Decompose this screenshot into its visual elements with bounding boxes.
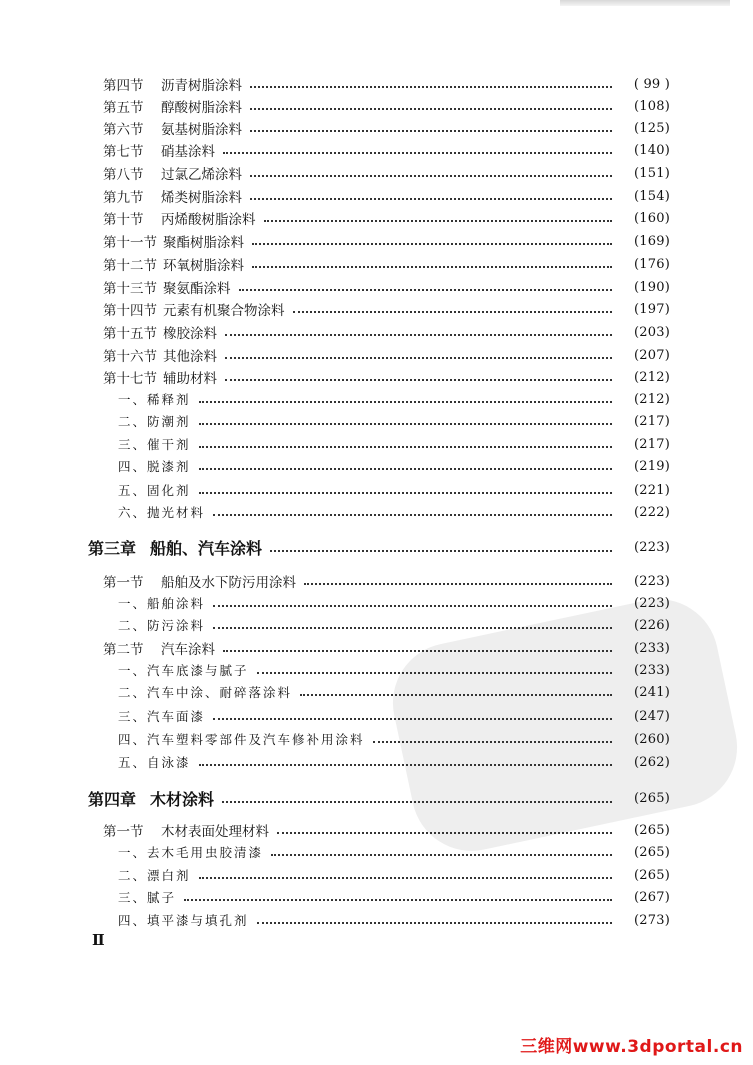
- toc-page-number: (223): [634, 573, 670, 589]
- toc-entry-number: 第九节: [103, 190, 144, 206]
- toc-entry-title: 船舶及水下防污用涂料: [161, 575, 296, 591]
- toc-page-number: (273): [634, 912, 670, 928]
- toc-page-number: (176): [634, 256, 670, 272]
- toc-section-row: [0, 321, 753, 343]
- toc-entry-number: 第十四节: [103, 303, 157, 319]
- dot-leader: [250, 130, 612, 132]
- toc-entry-title: 一、汽车底漆与腻子: [118, 663, 249, 678]
- toc-subsection-row: [0, 659, 753, 681]
- dot-leader: [304, 583, 612, 585]
- dot-leader: [252, 243, 612, 245]
- dot-leader: [199, 468, 612, 470]
- dot-leader: [213, 718, 612, 720]
- toc-entry-title: 三、腻子: [118, 890, 177, 905]
- toc-section-row: [0, 637, 753, 659]
- toc-entry-title: 四、脱漆剂: [118, 459, 191, 474]
- toc-chapter-row: [0, 536, 753, 558]
- toc-entry-title: 硝基涂料: [161, 144, 215, 160]
- toc-chapter-row: [0, 787, 753, 809]
- toc-entry-title: 三、汽车面漆: [118, 709, 206, 724]
- toc-page-number: (265): [634, 867, 670, 883]
- toc-page-number: (265): [634, 844, 670, 860]
- toc-entry-number: 第十七节: [103, 371, 157, 387]
- toc-entry-number: 第四章: [88, 789, 137, 809]
- toc-page-number: (212): [634, 369, 670, 385]
- dot-leader: [264, 220, 613, 222]
- toc-page-number: (160): [634, 210, 670, 226]
- toc-page-number: (233): [634, 662, 670, 678]
- toc-page-number: (265): [634, 790, 670, 806]
- dot-leader: [222, 801, 612, 803]
- dot-leader: [184, 899, 612, 901]
- toc-entry-number: 第二节: [103, 642, 144, 658]
- dot-leader: [293, 311, 613, 313]
- toc-entry-title: 一、去木毛用虫胶清漆: [118, 845, 264, 860]
- toc-entry-title: 聚酯树脂涂料: [163, 235, 244, 251]
- toc-section-row: [0, 185, 753, 207]
- toc-page-number: (265): [634, 822, 670, 838]
- toc-entry-title: 五、自泳漆: [118, 755, 191, 770]
- toc-entry-title: 环氧树脂涂料: [163, 258, 244, 274]
- dot-leader: [239, 289, 613, 291]
- page-folio: Ⅱ: [92, 931, 105, 949]
- toc-page-number: (151): [634, 165, 670, 181]
- toc-page-number: (108): [634, 98, 670, 114]
- toc-entry-number: 第一节: [103, 824, 144, 840]
- toc-subsection-row: [0, 388, 753, 410]
- toc-page-number: (219): [634, 458, 670, 474]
- toc-entry-title: 氨基树脂涂料: [161, 122, 242, 138]
- top-edge-rule: [560, 0, 730, 6]
- toc-page-number: (223): [634, 539, 670, 555]
- toc-entry-title: 烯类树脂涂料: [161, 190, 242, 206]
- toc-subsection-row: [0, 479, 753, 501]
- toc-entry-title: 二、漂白剂: [118, 868, 191, 883]
- dot-leader: [225, 379, 612, 381]
- toc-subsection-row: [0, 864, 753, 886]
- toc-entry-title: 五、固化剂: [118, 483, 191, 498]
- toc-entry-title: 四、填平漆与填孔剂: [118, 913, 249, 928]
- toc-page-number: (212): [634, 391, 670, 407]
- dot-leader: [213, 627, 612, 629]
- toc-subsection-row: [0, 501, 753, 523]
- toc-page-number: (260): [634, 731, 670, 747]
- dot-leader: [250, 198, 612, 200]
- toc-section-row: [0, 73, 753, 95]
- toc-entry-number: 第十节: [103, 212, 144, 228]
- site-watermark: 三维网www.3dportal.cn: [520, 1037, 743, 1057]
- toc-entry-title: 木材表面处理材料: [161, 824, 269, 840]
- dot-leader: [250, 175, 612, 177]
- toc-entry-title: 聚氨酯涂料: [163, 281, 231, 297]
- toc-entry-title: 二、防潮剂: [118, 414, 191, 429]
- toc-entry-title: 汽车涂料: [161, 642, 215, 658]
- toc-section-row: [0, 162, 753, 184]
- dot-leader: [271, 854, 612, 856]
- toc-page-number: (226): [634, 617, 670, 633]
- toc-subsection-row: [0, 681, 753, 703]
- dot-leader: [199, 423, 612, 425]
- toc-entry-number: 第八节: [103, 167, 144, 183]
- toc-section-row: [0, 366, 753, 388]
- toc-page-number: (233): [634, 640, 670, 656]
- dot-leader: [199, 401, 612, 403]
- dot-leader: [225, 334, 612, 336]
- toc-entry-title: 辅助材料: [163, 371, 217, 387]
- dot-leader: [199, 764, 612, 766]
- toc-entry-title: 船舶、汽车涂料: [150, 538, 263, 558]
- toc-entry-number: 第四节: [103, 78, 144, 94]
- dot-leader: [199, 492, 612, 494]
- dot-leader: [199, 446, 612, 448]
- dot-leader: [250, 86, 612, 88]
- toc-subsection-row: [0, 841, 753, 863]
- toc-subsection-row: [0, 614, 753, 636]
- toc-entry-title: 过氯乙烯涂料: [161, 167, 242, 183]
- toc-entry-title: 沥青树脂涂料: [161, 78, 242, 94]
- dot-leader: [373, 741, 612, 743]
- toc-page-number: (217): [634, 436, 670, 452]
- toc-page-number: (221): [634, 482, 670, 498]
- dot-leader: [277, 832, 612, 834]
- dot-leader: [213, 514, 612, 516]
- toc-entry-number: 第十六节: [103, 349, 157, 365]
- toc-page-number: (203): [634, 324, 670, 340]
- toc-entry-title: 六、抛光材料: [118, 505, 206, 520]
- toc-entry-title: 一、稀释剂: [118, 392, 191, 407]
- toc-section-row: [0, 570, 753, 592]
- toc-section-row: [0, 819, 753, 841]
- toc-page-number: (154): [634, 188, 670, 204]
- toc-entry-title: 醇酸树脂涂料: [161, 100, 242, 116]
- toc-entry-number: 第三章: [88, 538, 137, 558]
- toc-entry-number: 第十五节: [103, 326, 157, 342]
- toc-subsection-row: [0, 433, 753, 455]
- toc-page-number: (190): [634, 279, 670, 295]
- dot-leader: [223, 152, 612, 154]
- toc-entry-title: 其他涂料: [163, 349, 217, 365]
- toc-entry-title: 丙烯酸树脂涂料: [161, 212, 256, 228]
- toc-section-row: [0, 230, 753, 252]
- toc-section-row: [0, 344, 753, 366]
- toc-entry-title: 木材涂料: [150, 789, 215, 809]
- toc-entry-number: 第十二节: [103, 258, 157, 274]
- toc-entry-number: 第十三节: [103, 281, 157, 297]
- toc-subsection-row: [0, 728, 753, 750]
- toc-entry-number: 第七节: [103, 144, 144, 160]
- toc-page-number: (169): [634, 233, 670, 249]
- dot-leader: [199, 877, 612, 879]
- toc-section-row: [0, 253, 753, 275]
- toc-entry-title: 三、催干剂: [118, 437, 191, 452]
- toc-page-number: (125): [634, 120, 670, 136]
- toc-entry-number: 第十一节: [103, 235, 157, 251]
- toc-subsection-row: [0, 705, 753, 727]
- toc-subsection-row: [0, 410, 753, 432]
- toc-page-number: (222): [634, 504, 670, 520]
- toc-entry-title: 一、船舶涂料: [118, 596, 206, 611]
- toc-page-number: (247): [634, 708, 670, 724]
- toc-page-number: (197): [634, 301, 670, 317]
- dot-leader: [213, 605, 612, 607]
- dot-leader: [270, 550, 612, 552]
- toc-section-row: [0, 207, 753, 229]
- toc-entry-title: 四、汽车塑料零部件及汽车修补用涂料: [118, 732, 365, 747]
- toc-entry-number: 第五节: [103, 100, 144, 116]
- toc-entry-title: 元素有机聚合物涂料: [163, 303, 285, 319]
- toc-section-row: [0, 276, 753, 298]
- toc-subsection-row: [0, 592, 753, 614]
- toc-entry-title: 橡胶涂料: [163, 326, 217, 342]
- toc-entry-title: 二、汽车中涂、耐碎落涂料: [118, 685, 293, 700]
- toc-entry-number: 第六节: [103, 122, 144, 138]
- dot-leader: [223, 650, 612, 652]
- toc-page-number: (267): [634, 889, 670, 905]
- dot-leader: [257, 672, 612, 674]
- dot-leader: [257, 922, 612, 924]
- toc-page-number: (262): [634, 754, 670, 770]
- toc-subsection-row: [0, 886, 753, 908]
- toc-page-number: (207): [634, 347, 670, 363]
- toc-section-row: [0, 298, 753, 320]
- toc-subsection-row: [0, 909, 753, 931]
- toc-subsection-row: [0, 455, 753, 477]
- toc-subsection-row: [0, 751, 753, 773]
- toc-entry-title: 二、防污涂料: [118, 618, 206, 633]
- toc-entry-number: 第一节: [103, 575, 144, 591]
- toc-section-row: [0, 117, 753, 139]
- toc-section-row: [0, 139, 753, 161]
- toc-page-number: (217): [634, 413, 670, 429]
- dot-leader: [250, 108, 612, 110]
- toc-page-number: ( 99 ): [633, 76, 670, 92]
- dot-leader: [225, 357, 612, 359]
- dot-leader: [252, 266, 612, 268]
- toc-page-number: (223): [634, 595, 670, 611]
- toc-page-number: (140): [634, 142, 670, 158]
- toc-section-row: [0, 95, 753, 117]
- toc-page-number: (241): [634, 684, 670, 700]
- dot-leader: [300, 694, 612, 696]
